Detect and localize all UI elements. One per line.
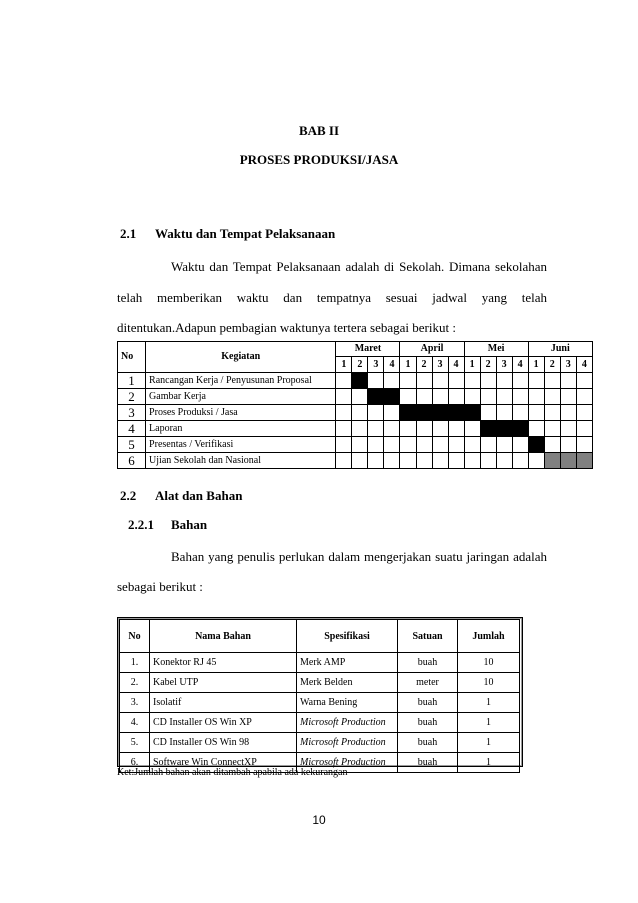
schedule-row-number: 2 [118, 389, 146, 405]
schedule-activity: Presentas / Verifikasi [146, 437, 336, 453]
schedule-empty-cell [352, 453, 368, 469]
paragraph-line: telah memberikan waktu dan tempatnya sesuai jadwal yang telah [117, 290, 547, 305]
month-header: April [400, 342, 464, 357]
schedule-empty-cell [544, 389, 560, 405]
schedule-empty-cell [416, 421, 432, 437]
chapter-number: BAB II [298, 123, 340, 138]
schedule-activity: Gambar Kerja [146, 389, 336, 405]
schedule-empty-cell [544, 405, 560, 421]
schedule-empty-cell [480, 405, 496, 421]
schedule-empty-cell [368, 421, 384, 437]
month-header: Juni [528, 342, 592, 357]
schedule-empty-cell [576, 373, 592, 389]
schedule-bar-cell [448, 405, 464, 421]
schedule-bar-cell [464, 405, 480, 421]
schedule-empty-cell [528, 453, 544, 469]
schedule-empty-cell [496, 453, 512, 469]
schedule-empty-cell [368, 453, 384, 469]
week-header: 4 [384, 357, 400, 373]
schedule-bar-cell [528, 437, 544, 453]
table-note: Ket:Jumlah bahan akan ditambah apabila ada kekurangan [117, 767, 348, 778]
materials-no: 2. [120, 673, 150, 693]
materials-spec: Microsoft Production [297, 733, 398, 753]
schedule-empty-cell [496, 389, 512, 405]
schedule-activity: Ujian Sekolah dan Nasional [146, 453, 336, 469]
week-header: 4 [448, 357, 464, 373]
week-header: 1 [336, 357, 352, 373]
materials-no: 4. [120, 713, 150, 733]
schedule-bar-cell [368, 389, 384, 405]
schedule-empty-cell [544, 437, 560, 453]
materials-name: CD Installer OS Win 98 [150, 733, 297, 753]
materials-row [120, 693, 520, 713]
schedule-bar-cell [512, 421, 528, 437]
section-number: 2.2 [120, 488, 137, 503]
schedule-empty-cell [400, 373, 416, 389]
section-number: 2.1 [120, 226, 137, 241]
schedule-row [118, 389, 593, 405]
schedule-empty-cell [560, 405, 576, 421]
schedule-col-activity: Kegiatan [146, 342, 336, 373]
chapter-title: PROSES PRODUKSI/JASA [239, 152, 399, 167]
schedule-empty-cell [576, 437, 592, 453]
materials-col-name: Nama Bahan [150, 620, 297, 653]
materials-qty: 10 [458, 673, 520, 693]
schedule-empty-cell [576, 421, 592, 437]
schedule-activity: Laporan [146, 421, 336, 437]
schedule-empty-cell [480, 453, 496, 469]
schedule-empty-cell [560, 421, 576, 437]
schedule-empty-cell [544, 373, 560, 389]
subsection-number: 2.2.1 [128, 517, 154, 532]
materials-no: 5. [120, 733, 150, 753]
materials-header-row [120, 620, 520, 653]
materials-name: Kabel UTP [150, 673, 297, 693]
schedule-row [118, 373, 593, 389]
schedule-empty-cell [560, 373, 576, 389]
schedule-bar-cell [416, 405, 432, 421]
schedule-activity: Proses Produksi / Jasa [146, 405, 336, 421]
schedule-empty-cell [544, 421, 560, 437]
schedule-table [117, 341, 593, 469]
schedule-empty-cell [384, 437, 400, 453]
materials-qty: 1 [458, 713, 520, 733]
schedule-row [118, 421, 593, 437]
schedule-empty-cell [528, 405, 544, 421]
schedule-empty-cell [336, 421, 352, 437]
materials-unit: buah [398, 713, 458, 733]
week-header: 3 [368, 357, 384, 373]
schedule-empty-cell [480, 373, 496, 389]
month-header: Maret [336, 342, 400, 357]
schedule-header-row [118, 342, 593, 357]
week-header: 2 [480, 357, 496, 373]
schedule-empty-cell [416, 453, 432, 469]
paragraph-line: Waktu dan Tempat Pelaksanaan adalah di Sekolah. Dimana sekolahan [171, 259, 547, 274]
week-header: 2 [352, 357, 368, 373]
materials-name: Isolatif [150, 693, 297, 713]
schedule-empty-cell [352, 437, 368, 453]
materials-table [119, 619, 520, 773]
materials-qty: 10 [458, 653, 520, 673]
schedule-empty-cell [384, 405, 400, 421]
schedule-bar-cell [576, 453, 592, 469]
schedule-row [118, 453, 593, 469]
week-header: 3 [496, 357, 512, 373]
materials-col-spec: Spesifikasi [297, 620, 398, 653]
schedule-empty-cell [512, 405, 528, 421]
schedule-empty-cell [560, 389, 576, 405]
schedule-empty-cell [400, 421, 416, 437]
page-number: 10 [312, 813, 326, 827]
subsection-title: Bahan [171, 517, 208, 532]
materials-spec: Merk Belden [297, 673, 398, 693]
materials-spec: Warna Bening [297, 693, 398, 713]
schedule-empty-cell [432, 453, 448, 469]
materials-no: 3. [120, 693, 150, 713]
schedule-empty-cell [400, 437, 416, 453]
materials-name: Konektor RJ 45 [150, 653, 297, 673]
schedule-empty-cell [464, 389, 480, 405]
materials-name: CD Installer OS Win XP [150, 713, 297, 733]
week-header: 1 [528, 357, 544, 373]
schedule-empty-cell [480, 389, 496, 405]
schedule-empty-cell [448, 453, 464, 469]
week-header: 3 [560, 357, 576, 373]
schedule-empty-cell [352, 389, 368, 405]
schedule-row [118, 437, 593, 453]
materials-unit: buah [398, 753, 458, 773]
schedule-empty-cell [384, 453, 400, 469]
schedule-empty-cell [496, 437, 512, 453]
schedule-empty-cell [528, 373, 544, 389]
schedule-empty-cell [448, 389, 464, 405]
schedule-empty-cell [464, 453, 480, 469]
schedule-empty-cell [400, 453, 416, 469]
materials-spec: Microsoft Production [297, 753, 398, 773]
schedule-empty-cell [512, 453, 528, 469]
materials-no: 1. [120, 653, 150, 673]
materials-no: 6. [120, 753, 150, 773]
materials-unit: meter [398, 673, 458, 693]
schedule-empty-cell [432, 389, 448, 405]
week-header: 1 [400, 357, 416, 373]
schedule-empty-cell [352, 421, 368, 437]
schedule-empty-cell [336, 389, 352, 405]
materials-col-no: No [120, 620, 150, 653]
materials-row [120, 733, 520, 753]
schedule-empty-cell [368, 373, 384, 389]
week-header: 2 [416, 357, 432, 373]
schedule-bar-cell [560, 453, 576, 469]
schedule-bar-cell [400, 405, 416, 421]
section-title: Waktu dan Tempat Pelaksanaan [155, 226, 336, 241]
schedule-empty-cell [528, 421, 544, 437]
schedule-empty-cell [512, 389, 528, 405]
schedule-empty-cell [480, 437, 496, 453]
materials-row [120, 673, 520, 693]
materials-name: Software Win ConnectXP [150, 753, 297, 773]
materials-spec: Merk AMP [297, 653, 398, 673]
schedule-empty-cell [432, 373, 448, 389]
materials-col-qty: Jumlah [458, 620, 520, 653]
schedule-empty-cell [464, 421, 480, 437]
schedule-bar-cell [480, 421, 496, 437]
schedule-activity: Rancangan Kerja / Penyusunan Proposal [146, 373, 336, 389]
paragraph-line: Bahan yang penulis perlukan dalam mengerjakan suatu jaringan adalah [171, 549, 547, 564]
materials-qty: 1 [458, 753, 520, 773]
schedule-empty-cell [528, 389, 544, 405]
schedule-bar-cell [432, 405, 448, 421]
schedule-empty-cell [464, 437, 480, 453]
materials-unit: buah [398, 693, 458, 713]
schedule-empty-cell [448, 373, 464, 389]
schedule-empty-cell [432, 437, 448, 453]
week-header: 1 [464, 357, 480, 373]
schedule-empty-cell [496, 405, 512, 421]
schedule-empty-cell [336, 453, 352, 469]
materials-spec: Microsoft Production [297, 713, 398, 733]
schedule-empty-cell [416, 437, 432, 453]
schedule-empty-cell [432, 421, 448, 437]
schedule-empty-cell [336, 373, 352, 389]
schedule-row-number: 5 [118, 437, 146, 453]
schedule-row-number: 4 [118, 421, 146, 437]
schedule-empty-cell [576, 405, 592, 421]
schedule-empty-cell [368, 437, 384, 453]
week-header: 4 [576, 357, 592, 373]
schedule-bar-cell [384, 389, 400, 405]
month-header: Mei [464, 342, 528, 357]
paragraph-line: sebagai berikut : [117, 579, 203, 594]
schedule-empty-cell [336, 405, 352, 421]
schedule-empty-cell [560, 437, 576, 453]
schedule-empty-cell [336, 437, 352, 453]
materials-row [120, 653, 520, 673]
schedule-empty-cell [464, 373, 480, 389]
materials-unit: buah [398, 733, 458, 753]
schedule-empty-cell [384, 421, 400, 437]
schedule-empty-cell [512, 373, 528, 389]
schedule-empty-cell [416, 389, 432, 405]
materials-unit: buah [398, 653, 458, 673]
schedule-empty-cell [448, 437, 464, 453]
materials-row [120, 713, 520, 733]
schedule-empty-cell [576, 389, 592, 405]
schedule-empty-cell [448, 421, 464, 437]
schedule-row [118, 405, 593, 421]
materials-qty: 1 [458, 693, 520, 713]
schedule-bar-cell [496, 421, 512, 437]
schedule-bar-cell [352, 373, 368, 389]
week-header: 3 [432, 357, 448, 373]
schedule-bar-cell [544, 453, 560, 469]
schedule-empty-cell [416, 373, 432, 389]
schedule-empty-cell [368, 405, 384, 421]
schedule-col-no: No [118, 342, 146, 373]
schedule-empty-cell [384, 373, 400, 389]
materials-qty: 1 [458, 733, 520, 753]
schedule-empty-cell [496, 373, 512, 389]
schedule-empty-cell [352, 405, 368, 421]
schedule-row-number: 1 [118, 373, 146, 389]
section-title: Alat dan Bahan [155, 488, 243, 503]
materials-col-unit: Satuan [398, 620, 458, 653]
paragraph-line: ditentukan.Adapun pembagian waktunya tertera sebagai berikut : [117, 320, 456, 335]
week-header: 2 [544, 357, 560, 373]
schedule-row-number: 3 [118, 405, 146, 421]
schedule-empty-cell [400, 389, 416, 405]
schedule-row-number: 6 [118, 453, 146, 469]
week-header: 4 [512, 357, 528, 373]
schedule-empty-cell [512, 437, 528, 453]
